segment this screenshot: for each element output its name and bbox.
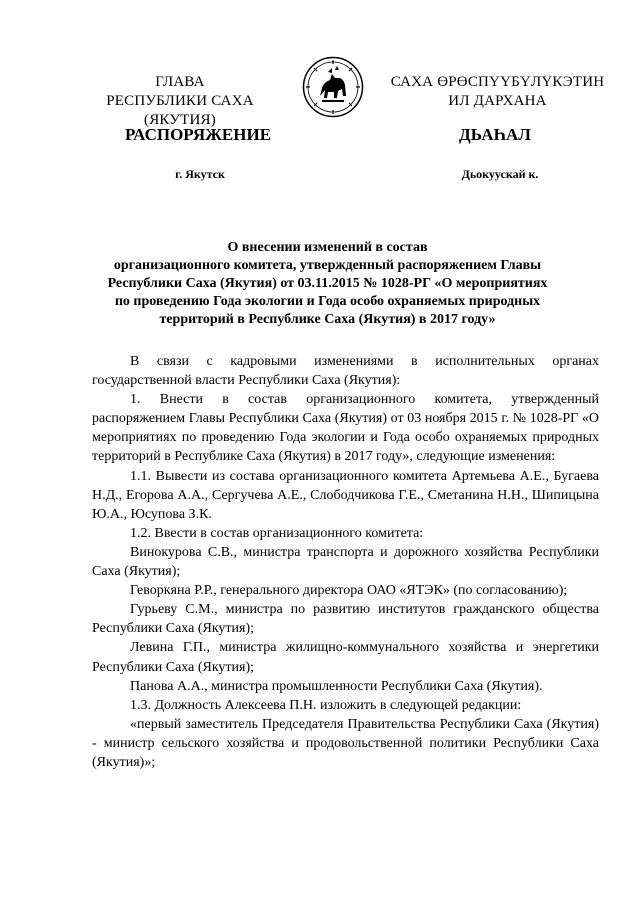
quote-paragraph: «первый заместитель Председателя Правительства Республики Саха (Якутия) - министр сельского хозяйства и продовольственной политики Республики Саха (Якутия)»; bbox=[92, 716, 599, 770]
member-entry: Гурьеву С.М., министра по развитию институтов гражданского общества Республики Саха (Якутия); bbox=[92, 602, 599, 637]
doc-type-sakha: ДЬАҺАЛ bbox=[459, 125, 531, 144]
title-line: организационного комитета, утвержденный распоряжением Главы bbox=[113, 258, 542, 273]
header-left-line1: ГЛАВА bbox=[155, 74, 205, 90]
coat-of-arms-emblem bbox=[302, 56, 364, 118]
header-right-line2: ИЛ ДАРХАНА bbox=[448, 93, 547, 109]
header-left bbox=[70, 73, 290, 130]
member-entry: Винокурова С.В., министра транспорта и дорожного хозяйства Республики Саха (Якутия); bbox=[92, 544, 599, 580]
city-sakha: Дьокуускай к. bbox=[461, 167, 539, 181]
city-russian: г. Якутск bbox=[175, 167, 225, 181]
member-entry: Панова А.А., министра промышленности Республики Саха (Якутия). bbox=[130, 678, 543, 694]
title-line: по проведению Года экологии и Года особо охраняемых природных bbox=[114, 294, 541, 309]
title-line: О внесении изменений в состав bbox=[227, 240, 428, 255]
item-1-2: 1.2. Ввести в состав организационного комитета: bbox=[130, 525, 424, 541]
header-left-line2: РЕСПУБЛИКИ САХА (ЯКУТИЯ) bbox=[106, 93, 254, 128]
title-line: Республики Саха (Якутия) от 03.11.2015 № 1028-РГ «О мероприятиях bbox=[107, 276, 548, 291]
header-right bbox=[385, 73, 610, 111]
item-1-3: 1.3. Должность Алексеева П.Н. изложить в следующей редакции: bbox=[130, 697, 522, 713]
doc-type-russian: РАСПОРЯЖЕНИЕ bbox=[124, 125, 272, 144]
title-line: территорий в Республике Саха (Якутия) в 2017 году» bbox=[159, 312, 496, 327]
header-right-line1: САХА ӨРӨСПҮҮБҮЛҮКЭТИН bbox=[390, 74, 605, 90]
intro-paragraph: В связи с кадровыми изменениями в исполнительных органах государственной власти Республики Саха (Якутия): bbox=[92, 354, 599, 389]
document-body bbox=[92, 352, 599, 772]
item-1-1: 1.1. Вывести из состава организационного комитета Артемьева А.Е., Бугаева Н.Д., Егорова А.А., Сергучева А.Е., Слободчикова Г.Е., Сметанина Н.Н., Шипицына Ю.А., Юсупова З.К. bbox=[92, 468, 599, 522]
item-1: 1. Внести в состав организационного комитета, утвержденный распоряжением Главы Республики Саха (Якутия) от 03 ноября 2015 г. № 1028-РГ «О мероприятиях по проведению Года экологии и Года особо охраняемых природных территорий в Республике Саха (Якутия) в 2017 году», следующие изменения: bbox=[92, 392, 599, 465]
member-entry: Левина Г.П., министра жилищно-коммунального хозяйства и энергетики Республики Саха (Якутия); bbox=[92, 640, 599, 675]
member-entry: Геворкяна Р.Р., генерального директора ОАО «ЯТЭК» (по согласованию); bbox=[130, 583, 568, 599]
document-title bbox=[80, 239, 575, 329]
